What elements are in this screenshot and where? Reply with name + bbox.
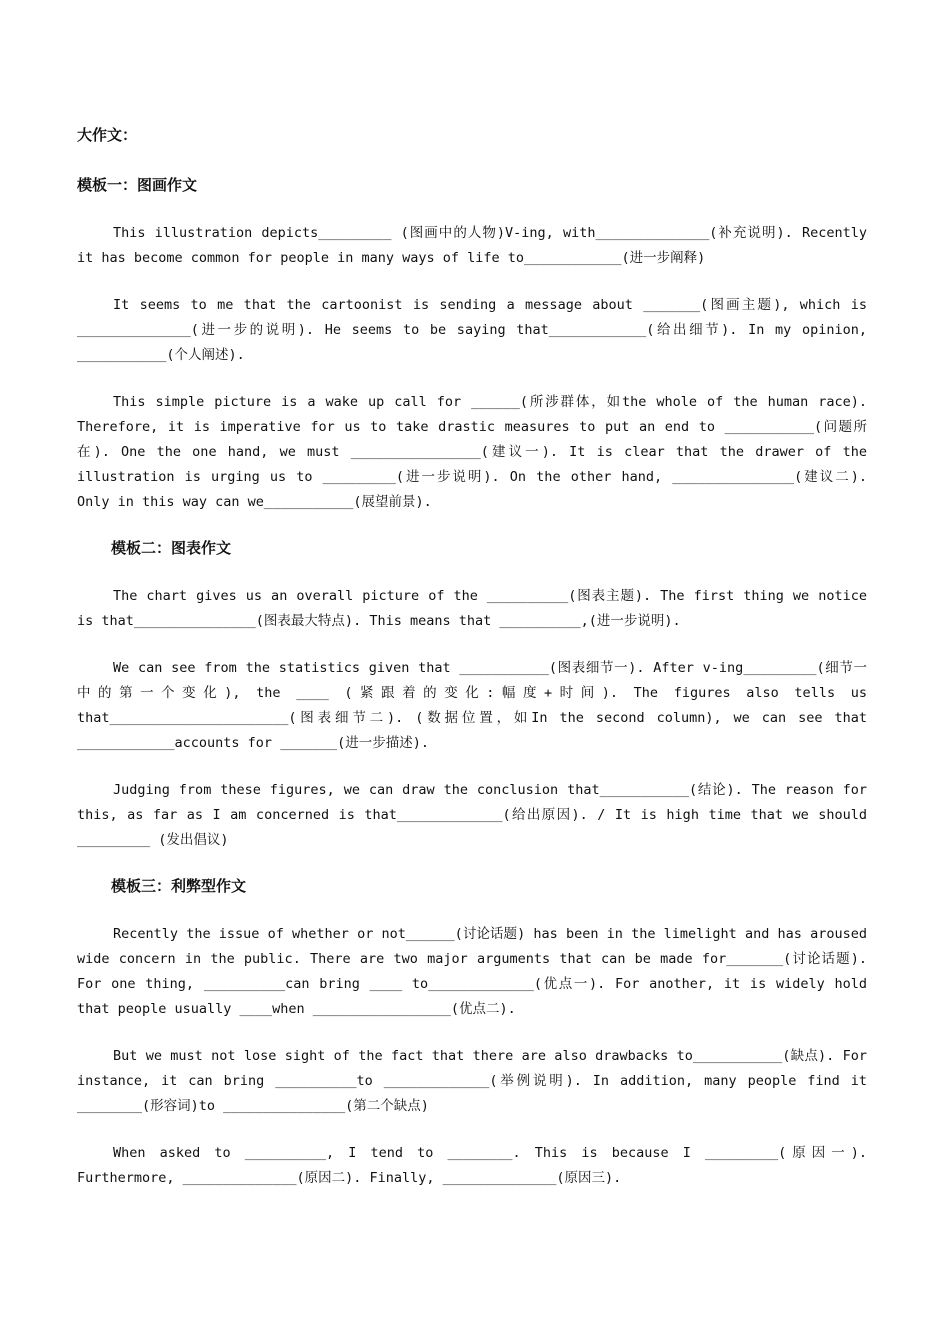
- document-title: 大作文：: [77, 126, 138, 144]
- paragraph: This illustration depicts_________ (图画中的人物)V-ing, with______________(补充说明). Recently it has become common for people in many ways of life to____________(进一步阐释): [77, 225, 867, 266]
- section-picture-essay: [77, 174, 867, 515]
- paragraph: The chart gives us an overall picture of the __________(图表主题). The first thing we notice is that_______________(图表最大特点). This means that __________,(进一步说明).: [77, 588, 867, 629]
- paragraph: Judging from these figures, we can draw the conclusion that___________(结论). The reason for this, as far as I am concerned is that_____________(给出原因). / It is high time that we should _________ (发出倡议): [77, 782, 867, 848]
- paragraph: Recently the issue of whether or not______(讨论话题) has been in the limelight and has aroused wide concern in the public. There are two major arguments that can be made for_______(讨论话题). For one thing, __________can bring ____ to_____________(优点一). For another, it is widely hold that people usually ____when _________________(优点二).: [77, 926, 867, 1017]
- paragraph: When asked to __________, I tend to ________. This is because I _________(原因一). Furthermore, ______________(原因二). Finally, ______________(原因三).: [77, 1145, 867, 1186]
- paragraph: But we must not lose sight of the fact that there are also drawbacks to___________(缺点). For instance, it can bring __________to _____________(举例说明). In addition, many people find it ________(形容词)to _______________(第二个缺点): [77, 1048, 867, 1114]
- document-page: [77, 124, 867, 1213]
- paragraph: This simple picture is a wake up call for ______(所涉群体，如the whole of the human race). Therefore, it is imperative for us to take drastic measures to put an end to ___________(问题所在). One the one hand, we must ________________(建议一). It is clear that the drawer of the illustration is urging us to _________(进一步说明). On the other hand, _______________(建议二). Only in this way can we___________(展望前景).: [77, 394, 867, 510]
- paragraph: We can see from the statistics given that ___________(图表细节一). After v-ing_________(细节一中的第一个变化), the ____ (紧跟着的变化:幅度+时间). The figures also tells us that______________________(图表细节二). (数据位置，如In the second column), we can see that ____________accounts for _______(进一步描述).: [77, 660, 867, 751]
- section-chart-essay: [77, 537, 867, 853]
- section-heading: 模板一：图画作文: [77, 176, 198, 194]
- section-heading: 模板三：利弊型作文: [111, 877, 247, 895]
- section-pros-cons-essay: [77, 875, 867, 1191]
- section-heading: 模板二：图表作文: [111, 539, 232, 557]
- paragraph: It seems to me that the cartoonist is sending a message about _______(图画主题), which is ______________(进一步的说明). He seems to be saying that____________(给出细节). In my opinion, ___________(个人阐述).: [77, 297, 867, 363]
